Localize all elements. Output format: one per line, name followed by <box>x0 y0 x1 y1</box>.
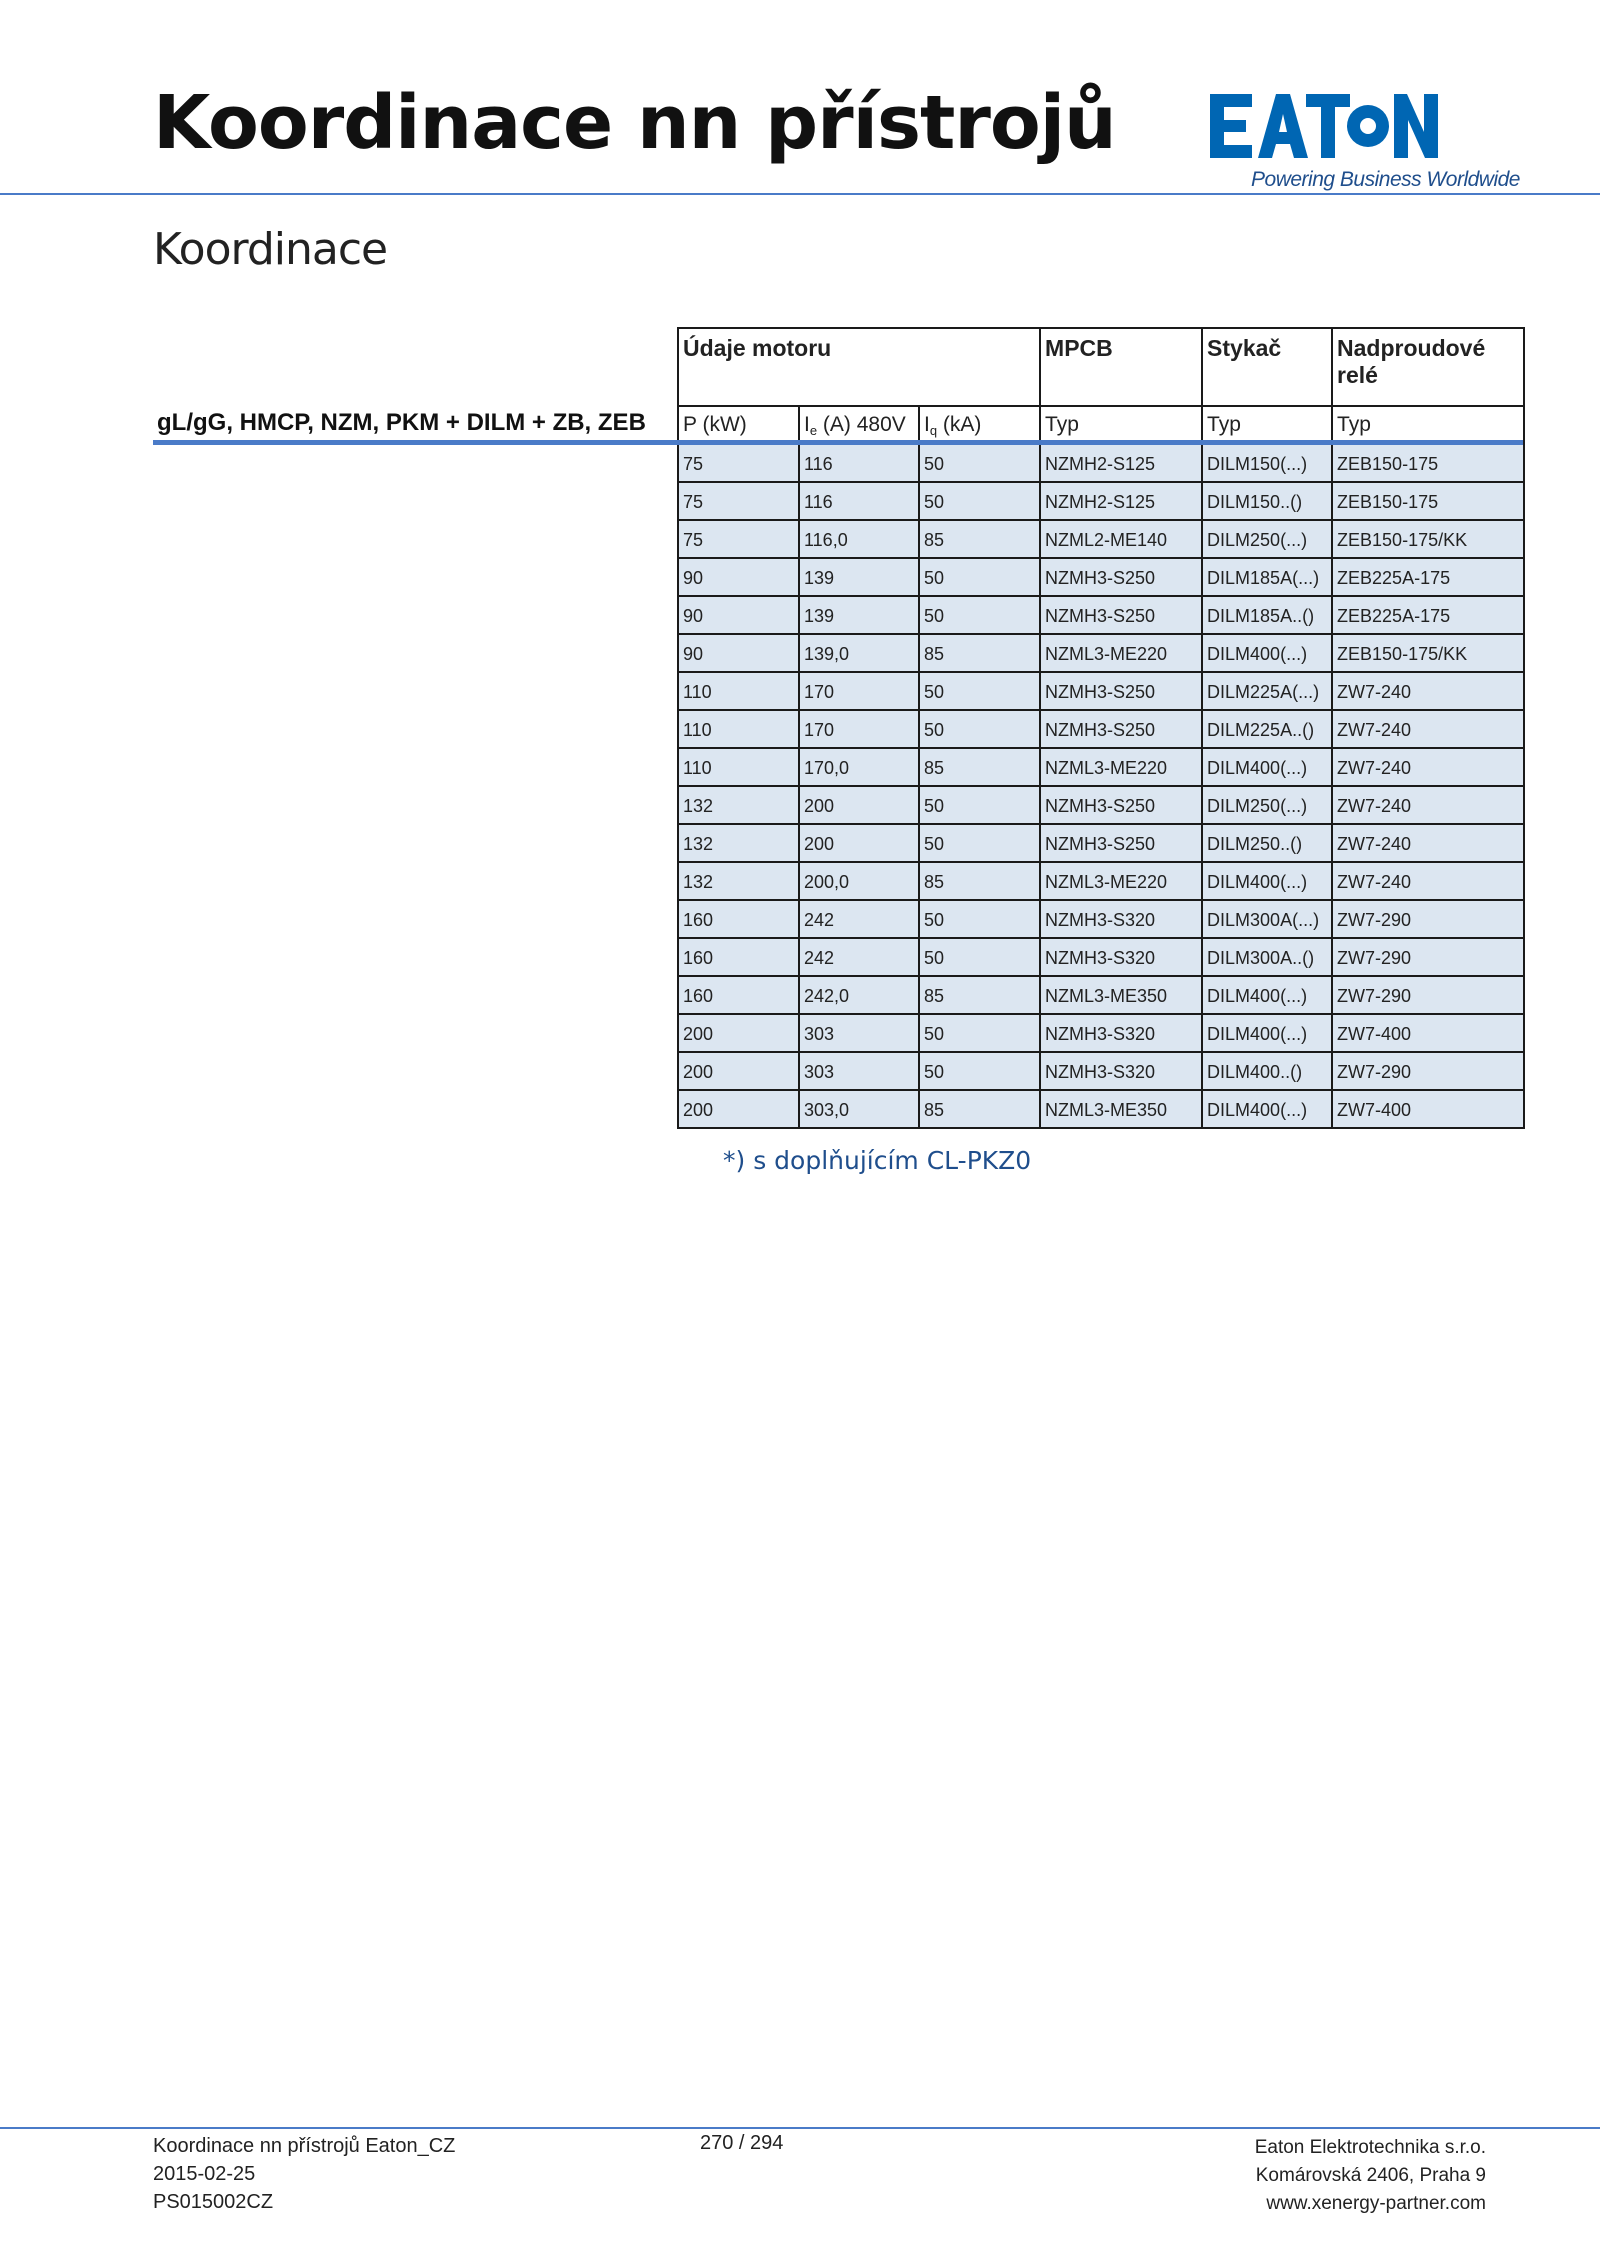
cell-power: 200 <box>678 1090 799 1128</box>
cell-current: 139,0 <box>799 634 919 672</box>
cell-power: 132 <box>678 824 799 862</box>
cell-current: 170 <box>799 672 919 710</box>
table-column-header <box>678 406 1524 444</box>
cell-contactor: DILM400(...) <box>1202 1090 1332 1128</box>
col-iq: $I_q$ (kA) <box>919 406 1040 444</box>
cell-mpcb: NZML3-ME220 <box>1040 634 1202 672</box>
cell-relay: ZEB150-175/KK <box>1332 634 1524 672</box>
section-title: Koordinace <box>153 224 388 275</box>
cell-current: 200,0 <box>799 862 919 900</box>
cell-breaking: 50 <box>919 786 1040 824</box>
cell-mpcb: NZML3-ME350 <box>1040 1090 1202 1128</box>
col-mpcb-typ: Typ <box>1040 406 1202 444</box>
combination-label: gL/gG, HMCP, NZM, PKM + DILM + ZB, ZEB <box>157 409 646 436</box>
table-row <box>678 596 1524 634</box>
footer-divider <box>0 2127 1600 2129</box>
cell-breaking: 50 <box>919 596 1040 634</box>
cell-contactor: DILM150(...) <box>1202 444 1332 482</box>
table-row <box>678 710 1524 748</box>
cell-contactor: DILM300A..() <box>1202 938 1332 976</box>
eaton-logo <box>1210 92 1520 194</box>
cell-power: 90 <box>678 634 799 672</box>
cell-mpcb: NZMH3-S250 <box>1040 824 1202 862</box>
cell-breaking: 50 <box>919 672 1040 710</box>
table-row <box>678 862 1524 900</box>
cell-contactor: DILM250(...) <box>1202 520 1332 558</box>
cell-breaking: 85 <box>919 748 1040 786</box>
cell-breaking: 85 <box>919 862 1040 900</box>
col-ie: $I_e$ (A) 480V <box>799 406 919 444</box>
cell-breaking: 50 <box>919 482 1040 520</box>
cell-relay: ZW7-290 <box>1332 976 1524 1014</box>
cell-mpcb: NZMH3-S250 <box>1040 558 1202 596</box>
page-number: 270 / 294 <box>700 2132 784 2154</box>
cell-power: 132 <box>678 862 799 900</box>
cell-breaking: 50 <box>919 1052 1040 1090</box>
cell-mpcb: NZMH2-S125 <box>1040 444 1202 482</box>
cell-relay: ZEB150-175 <box>1332 444 1524 482</box>
cell-breaking: 85 <box>919 976 1040 1014</box>
group-mpcb: MPCB <box>1040 328 1202 406</box>
table-row <box>678 1052 1524 1090</box>
cell-power: 75 <box>678 482 799 520</box>
cell-breaking: 50 <box>919 900 1040 938</box>
cell-relay: ZW7-240 <box>1332 672 1524 710</box>
col-p: P (kW) <box>678 406 799 444</box>
group-motor: Údaje motoru <box>678 328 1040 406</box>
table-row <box>678 634 1524 672</box>
footer-date: 2015-02-25 <box>153 2163 256 2185</box>
cell-mpcb: NZMH3-S250 <box>1040 710 1202 748</box>
cell-contactor: DILM250..() <box>1202 824 1332 862</box>
cell-relay: ZW7-290 <box>1332 1052 1524 1090</box>
cell-contactor: DILM185A(...) <box>1202 558 1332 596</box>
footer-right <box>1255 2134 1486 2218</box>
cell-power: 75 <box>678 444 799 482</box>
cell-power: 90 <box>678 558 799 596</box>
cell-relay: ZEB150-175/KK <box>1332 520 1524 558</box>
cell-current: 200 <box>799 824 919 862</box>
group-relay-line1: Nadproudové <box>1337 335 1486 361</box>
cell-relay: ZW7-400 <box>1332 1014 1524 1052</box>
group-relay <box>1332 328 1524 406</box>
cell-current: 116,0 <box>799 520 919 558</box>
cell-contactor: DILM225A(...) <box>1202 672 1332 710</box>
table-row <box>678 976 1524 1014</box>
cell-contactor: DILM400(...) <box>1202 1014 1332 1052</box>
cell-relay: ZW7-290 <box>1332 938 1524 976</box>
cell-contactor: DILM400(...) <box>1202 976 1332 1014</box>
cell-breaking: 50 <box>919 444 1040 482</box>
cell-relay: ZW7-240 <box>1332 862 1524 900</box>
cell-mpcb: NZML2-ME140 <box>1040 520 1202 558</box>
cell-mpcb: NZMH2-S125 <box>1040 482 1202 520</box>
cell-contactor: DILM400(...) <box>1202 862 1332 900</box>
cell-power: 160 <box>678 900 799 938</box>
cell-relay: ZW7-240 <box>1332 748 1524 786</box>
cell-relay: ZEB225A-175 <box>1332 558 1524 596</box>
cell-current: 242,0 <box>799 976 919 1014</box>
group-relay-line2: relé <box>1337 362 1378 388</box>
cell-breaking: 85 <box>919 520 1040 558</box>
footnote: *) s doplňujícím CL-PKZ0 <box>723 1146 1032 1175</box>
table-row <box>678 786 1524 824</box>
table-header-rule <box>153 440 1523 445</box>
cell-relay: ZEB225A-175 <box>1332 596 1524 634</box>
cell-current: 200 <box>799 786 919 824</box>
table-row <box>678 1014 1524 1052</box>
table-row <box>678 520 1524 558</box>
cell-current: 139 <box>799 596 919 634</box>
table-row <box>678 900 1524 938</box>
cell-mpcb: NZMH3-S250 <box>1040 672 1202 710</box>
eaton-logo-wordmark <box>1210 92 1440 162</box>
footer-code: PS015002CZ <box>153 2191 274 2213</box>
footer-address: Komárovská 2406, Praha 9 <box>1255 2165 1486 2186</box>
table-row <box>678 444 1524 482</box>
cell-breaking: 50 <box>919 558 1040 596</box>
cell-current: 303 <box>799 1052 919 1090</box>
cell-mpcb: NZMH3-S250 <box>1040 596 1202 634</box>
cell-power: 75 <box>678 520 799 558</box>
cell-contactor: DILM400..() <box>1202 1052 1332 1090</box>
cell-power: 110 <box>678 748 799 786</box>
cell-power: 110 <box>678 710 799 748</box>
cell-breaking: 85 <box>919 1090 1040 1128</box>
footer-left <box>153 2132 455 2216</box>
footer-doc-name: Koordinace nn přístrojů Eaton_CZ <box>153 2135 456 2157</box>
footer-website: www.xenergy-partner.com <box>1266 2193 1486 2214</box>
cell-mpcb: NZMH3-S320 <box>1040 1014 1202 1052</box>
table-row <box>678 824 1524 862</box>
cell-current: 116 <box>799 444 919 482</box>
table-row <box>678 672 1524 710</box>
cell-power: 110 <box>678 672 799 710</box>
cell-current: 139 <box>799 558 919 596</box>
cell-contactor: DILM300A(...) <box>1202 900 1332 938</box>
cell-current: 116 <box>799 482 919 520</box>
cell-power: 132 <box>678 786 799 824</box>
cell-contactor: DILM400(...) <box>1202 748 1332 786</box>
cell-current: 170,0 <box>799 748 919 786</box>
cell-power: 160 <box>678 938 799 976</box>
cell-mpcb: NZMH3-S320 <box>1040 900 1202 938</box>
cell-breaking: 50 <box>919 824 1040 862</box>
cell-breaking: 50 <box>919 938 1040 976</box>
coordination-table <box>677 327 1523 1129</box>
cell-contactor: DILM185A..() <box>1202 596 1332 634</box>
table-row <box>678 558 1524 596</box>
cell-relay: ZW7-240 <box>1332 786 1524 824</box>
table-row <box>678 482 1524 520</box>
col-relay-typ: Typ <box>1332 406 1524 444</box>
cell-relay: ZW7-290 <box>1332 900 1524 938</box>
cell-contactor: DILM150..() <box>1202 482 1332 520</box>
header-divider <box>0 193 1600 195</box>
cell-power: 160 <box>678 976 799 1014</box>
cell-current: 170 <box>799 710 919 748</box>
cell-mpcb: NZML3-ME220 <box>1040 748 1202 786</box>
cell-relay: ZW7-240 <box>1332 710 1524 748</box>
page-title: Koordinace nn přístrojů <box>153 80 1116 166</box>
cell-current: 242 <box>799 938 919 976</box>
cell-breaking: 85 <box>919 634 1040 672</box>
cell-contactor: DILM225A..() <box>1202 710 1332 748</box>
cell-mpcb: NZMH3-S320 <box>1040 938 1202 976</box>
cell-mpcb: NZMH3-S320 <box>1040 1052 1202 1090</box>
cell-current: 242 <box>799 900 919 938</box>
cell-current: 303 <box>799 1014 919 1052</box>
cell-breaking: 50 <box>919 710 1040 748</box>
cell-power: 200 <box>678 1014 799 1052</box>
table-row <box>678 748 1524 786</box>
cell-mpcb: NZMH3-S250 <box>1040 786 1202 824</box>
cell-power: 90 <box>678 596 799 634</box>
group-contactor: Stykač <box>1202 328 1332 406</box>
cell-breaking: 50 <box>919 1014 1040 1052</box>
table-group-header <box>678 328 1524 406</box>
cell-power: 200 <box>678 1052 799 1090</box>
col-contactor-typ: Typ <box>1202 406 1332 444</box>
cell-mpcb: NZML3-ME350 <box>1040 976 1202 1014</box>
cell-relay: ZEB150-175 <box>1332 482 1524 520</box>
table-row <box>678 1090 1524 1128</box>
footer-company: Eaton Elektrotechnika s.r.o. <box>1254 2137 1486 2158</box>
cell-relay: ZW7-240 <box>1332 824 1524 862</box>
table-row <box>678 938 1524 976</box>
cell-current: 303,0 <box>799 1090 919 1128</box>
logo-tagline: Powering Business Worldwide <box>1251 168 1520 191</box>
cell-mpcb: NZML3-ME220 <box>1040 862 1202 900</box>
cell-relay: ZW7-400 <box>1332 1090 1524 1128</box>
cell-contactor: DILM250(...) <box>1202 786 1332 824</box>
cell-contactor: DILM400(...) <box>1202 634 1332 672</box>
